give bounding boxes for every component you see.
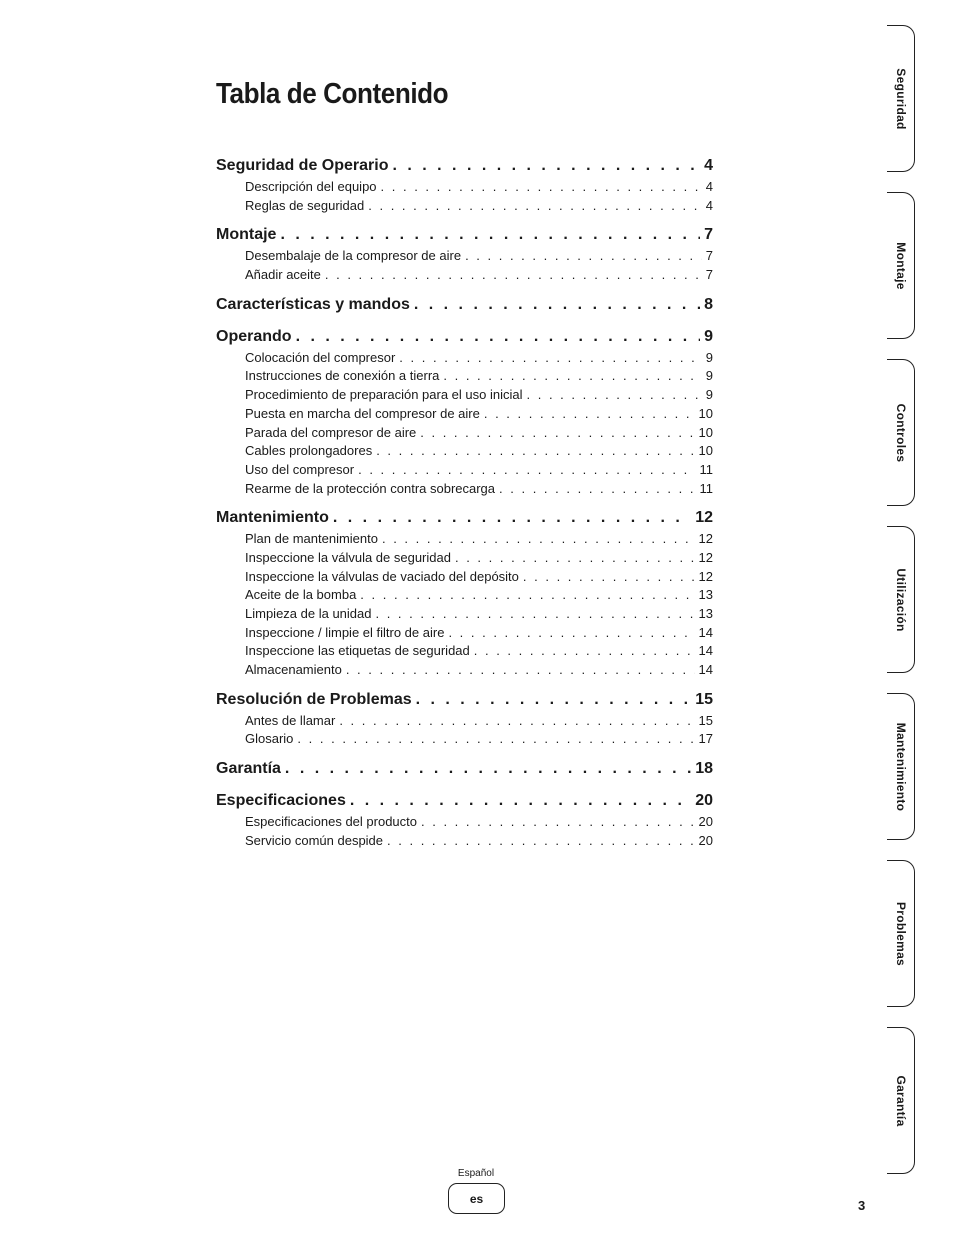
toc-entry-label: Inspeccione la válvula de seguridad bbox=[245, 549, 451, 565]
toc-entry-page: 9 bbox=[705, 368, 713, 384]
toc-entry bbox=[216, 813, 713, 832]
toc-entry-label: Especificaciones del producto bbox=[245, 814, 417, 830]
toc-section bbox=[216, 506, 713, 680]
page-number: 3 bbox=[858, 1198, 866, 1213]
toc-entry-label: Servicio común despide bbox=[245, 832, 384, 848]
dot-leader bbox=[523, 568, 695, 587]
dot-leader bbox=[296, 325, 701, 349]
toc-heading-page: 15 bbox=[695, 690, 713, 708]
toc-entry bbox=[216, 530, 713, 549]
toc-heading bbox=[216, 757, 713, 781]
toc-entry bbox=[216, 642, 713, 661]
toc-entry bbox=[216, 568, 713, 587]
toc-entry-label: Cables prolongadores bbox=[245, 443, 373, 459]
toc-heading-page: 9 bbox=[704, 327, 713, 345]
toc-entry-page: 13 bbox=[698, 587, 713, 603]
toc-entry bbox=[216, 712, 713, 731]
dot-leader bbox=[465, 247, 702, 266]
toc-entry-label: Colocación del compresor bbox=[245, 349, 396, 365]
toc-entry-page: 10 bbox=[698, 405, 713, 421]
dot-leader bbox=[350, 789, 691, 813]
toc-entry bbox=[216, 605, 713, 624]
toc-heading bbox=[216, 789, 713, 813]
dot-leader bbox=[387, 832, 695, 851]
toc-entry-page: 17 bbox=[698, 731, 713, 747]
toc-heading-page: 18 bbox=[695, 760, 713, 778]
toc-entry-page: 12 bbox=[698, 568, 713, 584]
toc-entry-label: Inspeccione las etiquetas de seguridad bbox=[245, 643, 470, 659]
dot-leader bbox=[297, 730, 694, 749]
toc-section bbox=[216, 789, 713, 850]
toc-heading bbox=[216, 688, 713, 712]
toc-entry-label: Plan de mantenimiento bbox=[245, 531, 378, 547]
dot-leader bbox=[382, 530, 695, 549]
toc-heading bbox=[216, 223, 713, 247]
dot-leader bbox=[420, 424, 694, 443]
toc-entry bbox=[216, 367, 713, 386]
toc-heading-page: 7 bbox=[704, 226, 713, 244]
dot-leader bbox=[474, 642, 695, 661]
toc-entry bbox=[216, 480, 713, 499]
toc-heading bbox=[216, 293, 713, 317]
toc-entry-label: Antes de llamar bbox=[245, 712, 336, 728]
toc-entry-page: 11 bbox=[699, 461, 713, 477]
toc-entry-page: 20 bbox=[698, 814, 713, 830]
toc-entry-page: 7 bbox=[705, 267, 713, 283]
toc-entry bbox=[216, 349, 713, 368]
toc-entry-label: Glosario bbox=[245, 731, 294, 747]
dot-leader bbox=[333, 506, 691, 530]
dot-leader bbox=[392, 154, 700, 178]
toc-entry-label: Uso del compresor bbox=[245, 461, 355, 477]
toc-entry-label: Parada del compresor de aire bbox=[245, 424, 417, 440]
toc-entry bbox=[216, 247, 713, 266]
dot-leader bbox=[376, 442, 694, 461]
toc-heading-label: Garantía bbox=[216, 760, 281, 778]
toc-section bbox=[216, 325, 713, 499]
toc-entry bbox=[216, 178, 713, 197]
dot-leader bbox=[381, 178, 702, 197]
side-tab-label: Seguridad bbox=[893, 67, 908, 130]
dot-leader bbox=[339, 712, 694, 731]
toc-heading bbox=[216, 506, 713, 530]
side-tab bbox=[887, 526, 915, 673]
dot-leader bbox=[443, 367, 701, 386]
toc-entry-page: 12 bbox=[698, 531, 713, 547]
dot-leader bbox=[455, 549, 695, 568]
dot-leader bbox=[346, 661, 695, 680]
side-tab bbox=[887, 1027, 915, 1174]
toc-section bbox=[216, 293, 713, 317]
toc-entry bbox=[216, 549, 713, 568]
toc-entry-page: 15 bbox=[698, 712, 713, 728]
toc-heading-label: Resolución de Problemas bbox=[216, 690, 412, 708]
dot-leader bbox=[368, 197, 702, 216]
toc-entry-label: Desembalaje de la compresor de aire bbox=[245, 248, 462, 264]
toc-entry-page: 13 bbox=[698, 606, 713, 621]
dot-leader bbox=[285, 757, 691, 781]
toc-entry bbox=[216, 442, 713, 461]
dot-leader bbox=[421, 813, 695, 832]
language-badge: es bbox=[448, 1183, 505, 1214]
toc-section bbox=[216, 154, 713, 215]
toc-heading-label: Operando bbox=[216, 327, 292, 345]
toc-entry-label: Descripción del equipo bbox=[245, 179, 377, 194]
toc-entry bbox=[216, 730, 713, 749]
toc-entry-page: 11 bbox=[699, 480, 713, 496]
dot-leader bbox=[416, 688, 692, 712]
side-tab-label: Garantía bbox=[893, 1074, 908, 1127]
toc-entry-page: 10 bbox=[698, 424, 713, 440]
dot-leader bbox=[358, 461, 695, 480]
toc-entry bbox=[216, 461, 713, 480]
toc-section bbox=[216, 757, 713, 781]
dot-leader bbox=[280, 223, 700, 247]
toc-entry-page: 14 bbox=[698, 643, 713, 659]
toc-heading-label: Mantenimiento bbox=[216, 509, 329, 527]
toc-entry bbox=[216, 624, 713, 643]
side-tab bbox=[887, 192, 915, 339]
toc-entry bbox=[216, 386, 713, 405]
toc-entry-label: Reglas de seguridad bbox=[245, 197, 365, 213]
toc-entry-label: Limpieza de la unidad bbox=[245, 606, 372, 621]
toc-heading-label: Seguridad de Operario bbox=[216, 157, 389, 174]
toc-entry bbox=[216, 424, 713, 443]
side-tab-label: Mantenimiento bbox=[893, 722, 908, 811]
dot-leader bbox=[325, 266, 702, 285]
dot-leader bbox=[399, 349, 701, 368]
toc-heading-page: 20 bbox=[695, 792, 713, 810]
toc-entry-page: 7 bbox=[705, 248, 713, 264]
side-tab-label: Montaje bbox=[893, 241, 908, 290]
side-tab-label: Utilización bbox=[893, 567, 908, 632]
toc-entry bbox=[216, 832, 713, 851]
toc-entry-page: 14 bbox=[698, 662, 713, 678]
page-title: Tabla de Contenido bbox=[216, 78, 449, 110]
toc-entry-page: 10 bbox=[698, 443, 713, 459]
dot-leader bbox=[484, 405, 695, 424]
toc-entry-page: 9 bbox=[705, 349, 713, 365]
side-tab-label: Controles bbox=[893, 403, 908, 462]
toc-entry-label: Procedimiento de preparación para el uso inicial bbox=[245, 387, 523, 403]
side-tab-label: Problemas bbox=[893, 901, 908, 966]
toc-entry bbox=[216, 586, 713, 605]
side-tab bbox=[887, 860, 915, 1007]
side-tab bbox=[887, 693, 915, 840]
toc-entry-label: Rearme de la protección contra sobrecarga bbox=[245, 480, 496, 496]
dot-leader bbox=[360, 586, 694, 605]
dot-leader bbox=[448, 624, 694, 643]
toc-section bbox=[216, 688, 713, 749]
toc-entry-label: Inspeccione / limpie el filtro de aire bbox=[245, 624, 445, 640]
toc-section bbox=[216, 223, 713, 284]
language-label: Español bbox=[457, 1168, 495, 1179]
toc-entry bbox=[216, 661, 713, 680]
toc-heading bbox=[216, 154, 713, 178]
table-of-contents bbox=[216, 154, 713, 859]
toc-entry bbox=[216, 197, 713, 216]
dot-leader bbox=[414, 293, 700, 317]
toc-entry-label: Aceite de la bomba bbox=[245, 587, 357, 603]
dot-leader bbox=[527, 386, 702, 405]
toc-heading-label: Montaje bbox=[216, 226, 277, 244]
dot-leader bbox=[499, 480, 695, 499]
toc-entry-page: 20 bbox=[698, 832, 713, 848]
toc-entry-page: 14 bbox=[698, 624, 713, 640]
dot-leader bbox=[375, 605, 694, 624]
toc-entry bbox=[216, 266, 713, 285]
toc-entry-label: Añadir aceite bbox=[245, 267, 321, 283]
toc-entry-page: 12 bbox=[698, 549, 713, 565]
toc-heading-page: 4 bbox=[704, 157, 713, 174]
side-tab bbox=[887, 359, 915, 506]
toc-heading-page: 8 bbox=[704, 295, 713, 313]
toc-entry-label: Inspeccione la válvulas de vaciado del depósito bbox=[245, 568, 519, 584]
toc-entry-page: 9 bbox=[705, 387, 713, 403]
toc-entry-label: Almacenamiento bbox=[245, 662, 342, 678]
toc-entry-label: Puesta en marcha del compresor de aire bbox=[245, 405, 480, 421]
side-tab bbox=[887, 25, 915, 172]
toc-heading-label: Especificaciones bbox=[216, 792, 346, 810]
toc-heading-page: 12 bbox=[695, 509, 713, 527]
toc-entry bbox=[216, 405, 713, 424]
toc-heading bbox=[216, 325, 713, 349]
toc-entry-page: 4 bbox=[705, 197, 713, 213]
toc-entry-page: 4 bbox=[705, 179, 713, 194]
toc-entry-label: Instrucciones de conexión a tierra bbox=[245, 368, 440, 384]
toc-heading-label: Características y mandos bbox=[216, 295, 410, 313]
